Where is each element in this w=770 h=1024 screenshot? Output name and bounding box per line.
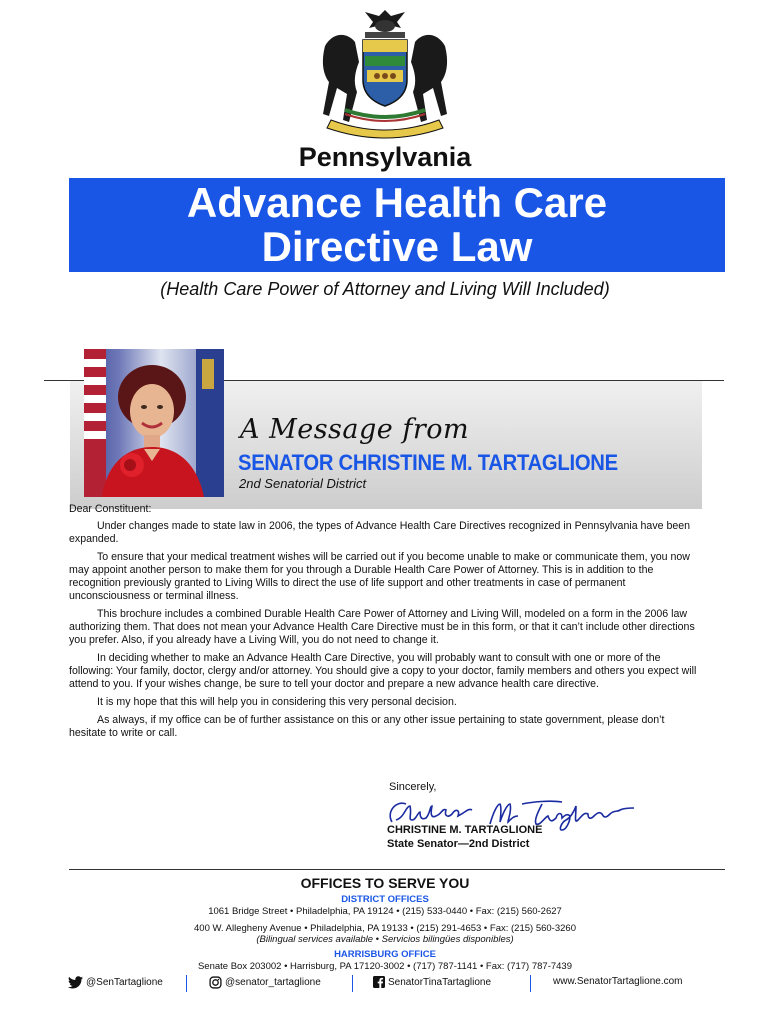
message-from-heading: A Message from (240, 414, 470, 445)
senatorial-district: 2nd Senatorial District (239, 476, 367, 491)
district-office-address-2: 400 W. Allegheny Avenue • Philadelphia, PA 19133 • (215) 291-4653 • Fax: (215) 560-3260 (194, 923, 576, 934)
title-line-1: Advance Health Care (186, 179, 608, 226)
letter-greeting: Dear Constituent: (69, 503, 152, 515)
facebook-handle[interactable] (373, 976, 491, 988)
website-link-text: www.SenatorTartaglione.com (553, 976, 683, 987)
letter-paragraph: This brochure includes a combined Durable Health Care Power of Attorney and Living Will, modeled on a form in the 2006 law authorizing them. That does not mean your Advance Health Care Directive must be in this form, or that it can’t include other directions you prefer. Also, if you already have a Living Will, you do not need to change it. (69, 607, 695, 647)
instagram-handle-text: @senator_tartaglione (225, 977, 321, 988)
pennsylvania-coat-of-arms-logo (295, 6, 475, 140)
divider-bottom (69, 869, 725, 870)
district-offices-heading: DISTRICT OFFICES (341, 894, 429, 905)
offices-title: OFFICES TO SERVE YOU (300, 875, 470, 891)
title-banner (69, 178, 725, 272)
letter-paragraph: Under changes made to state law in 2006, the types of Advance Health Care Directives recognized in Pennsylvania have been expanded. (69, 519, 691, 545)
senator-name: SENATOR CHRISTINE M. TARTAGLIONE (238, 450, 618, 475)
social-separator (186, 975, 187, 992)
senator-photo (84, 349, 224, 497)
social-separator (530, 975, 531, 992)
letter-closing: Sincerely, (389, 781, 437, 793)
title-line-2: Directive Law (261, 223, 533, 270)
subtitle: (Health Care Power of Attorney and Living Will Included) (160, 279, 610, 299)
harrisburg-office-heading: HARRISBURG OFFICE (334, 949, 436, 960)
social-separator (352, 975, 353, 992)
letter-paragraph: As always, if my office can be of further assistance on this or any other issue pertaining to state government, please don’t hesitate to write or call. (69, 713, 665, 740)
twitter-handle[interactable] (68, 976, 163, 989)
bilingual-note: (Bilingual services available • Servicios bilingües disponibles) (256, 934, 514, 945)
instagram-icon (209, 976, 222, 989)
state-name: Pennsylvania (298, 142, 472, 172)
twitter-handle-text: @SenTartaglione (86, 977, 163, 988)
letter-paragraph: In deciding whether to make an Advance Health Care Directive, you will probably want to consult with one or more of the following: Your family, doctor, clergy and/or attorney. You should give a copy to your doctor, family members and others you expect will attend to you. If your wishes change, be sure to tell your doctor and prepare a new advance health care directive. (69, 652, 697, 691)
letter-paragraph: To ensure that your medical treatment wishes will be carried out if you become unable to make or communicate them, you now may appoint another person to make them for you through a Durable Health Care Power of Attorney. This is in addition to the recognition previously granted to Living Wills to direct the use of life support and other treatments in case of permanent unconsciousness or terminal illness. (69, 550, 690, 603)
district-office-address-1: 1061 Bridge Street • Philadelphia, PA 19124 • (215) 533-0440 • Fax: (215) 560-2627 (208, 906, 562, 917)
letter-body (69, 503, 704, 745)
instagram-handle[interactable] (209, 976, 321, 989)
signer-title: State Senator—2nd District (387, 838, 530, 850)
harrisburg-office-address: Senate Box 203002 • Harrisburg, PA 17120-3002 • (717) 787-1141 • Fax: (717) 787-7439 (197, 961, 573, 972)
twitter-bird-icon (68, 976, 83, 989)
facebook-handle-text: SenatorTinaTartaglione (388, 976, 492, 988)
facebook-icon (373, 976, 385, 988)
signer-name: CHRISTINE M. TARTAGLIONE (387, 824, 543, 836)
website-link[interactable] (553, 976, 683, 987)
letter-paragraph: It is my hope that this will help you in considering this very personal decision. (97, 696, 457, 709)
